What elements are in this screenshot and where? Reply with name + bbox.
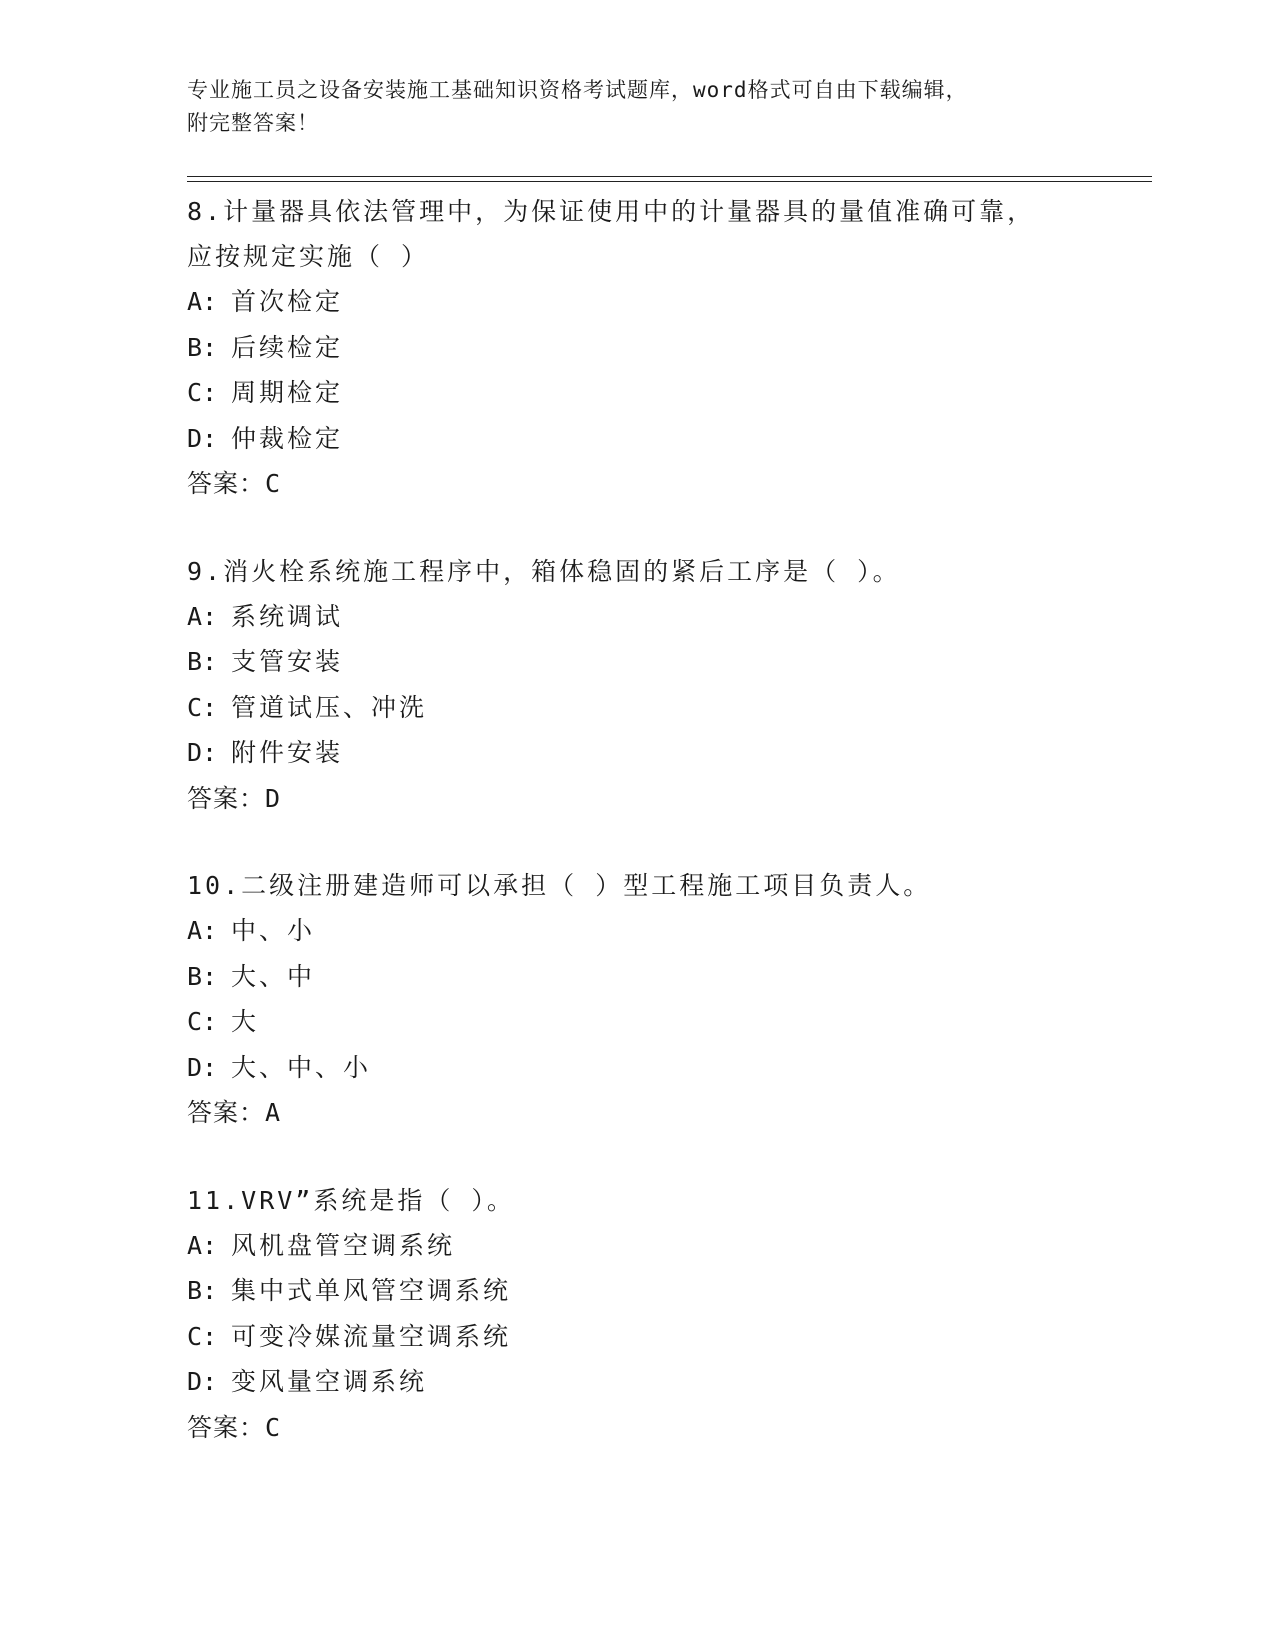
- option-letter: C:: [187, 1007, 218, 1036]
- header-line-2: 附完整答案！: [187, 111, 319, 135]
- option-a: [187, 279, 1147, 325]
- answer-line: [187, 1405, 1147, 1451]
- option-text: 支管安装: [231, 647, 344, 676]
- option-letter: A:: [187, 287, 218, 316]
- option-d: [187, 730, 1147, 776]
- header-divider-top: [187, 176, 1152, 177]
- option-letter: D:: [187, 1367, 218, 1396]
- option-text: 风机盘管空调系统: [231, 1230, 456, 1260]
- option-text: 首次检定: [231, 287, 344, 316]
- question-item: [187, 1178, 1147, 1451]
- option-b: [187, 954, 1147, 1000]
- option-text: 集中式单风管空调系统: [231, 1276, 512, 1305]
- option-letter: C:: [187, 692, 218, 722]
- option-letter: A:: [187, 1230, 218, 1260]
- option-letter: A:: [187, 601, 218, 631]
- question-text-line-1: 11.VRV”系统是指（ ）。: [187, 1185, 515, 1215]
- answer-line: [187, 776, 1147, 822]
- header-divider-bottom: [187, 181, 1152, 182]
- document-header: [187, 74, 1087, 140]
- option-text: 中、小: [231, 916, 316, 945]
- question-text-line-1: 8.计量器具依法管理中，为保证使用中的计量器具的量值准确可靠，: [187, 197, 1036, 226]
- option-letter: B:: [187, 961, 218, 991]
- option-letter: D:: [187, 1052, 218, 1082]
- option-c: [187, 370, 1147, 416]
- option-a: [187, 908, 1147, 954]
- option-letter: D:: [187, 423, 218, 453]
- option-c: [187, 685, 1147, 731]
- option-letter: B:: [187, 647, 218, 676]
- question-text-line-1: 10.二级注册建造师可以承担（ ）型工程施工项目负责人。: [187, 871, 932, 900]
- option-text: 周期检定: [231, 378, 344, 407]
- question-text: [187, 549, 1147, 594]
- question-text-line-2: 应按规定实施（ ）: [187, 242, 430, 271]
- option-a: [187, 1223, 1147, 1269]
- option-letter: C:: [187, 378, 218, 407]
- question-text: [187, 1178, 1147, 1223]
- option-text: 变风量空调系统: [231, 1367, 428, 1396]
- answer-value: C: [265, 469, 282, 498]
- option-text: 大: [231, 1007, 260, 1036]
- option-d: [187, 1045, 1147, 1091]
- option-d: [187, 1359, 1147, 1405]
- question-item: [187, 863, 1147, 1136]
- option-text: 附件安装: [231, 738, 344, 767]
- option-text: 大、中、小: [231, 1052, 372, 1082]
- answer-value: A: [265, 1098, 282, 1127]
- answer-label: 答案：: [187, 1412, 266, 1442]
- option-letter: B:: [187, 1276, 218, 1305]
- option-c: [187, 1314, 1147, 1360]
- option-c: [187, 999, 1147, 1045]
- option-text: 大、中: [231, 961, 316, 991]
- header-line-1: 专业施工员之设备安装施工基础知识资格考试题库，word格式可自由下载编辑，: [187, 78, 968, 102]
- question-text-line-1: 9.消火栓系统施工程序中，箱体稳固的紧后工序是（ ）。: [187, 556, 901, 586]
- option-b: [187, 325, 1147, 371]
- answer-label: 答案：: [187, 1098, 266, 1127]
- option-b: [187, 1268, 1147, 1314]
- question-item: [187, 549, 1147, 822]
- option-text: 仲裁检定: [231, 423, 344, 453]
- answer-line: [187, 1090, 1147, 1136]
- option-a: [187, 594, 1147, 640]
- option-b: [187, 639, 1147, 685]
- answer-value: C: [265, 1412, 282, 1442]
- option-d: [187, 416, 1147, 462]
- option-text: 后续检定: [231, 332, 344, 362]
- option-text: 系统调试: [231, 601, 344, 631]
- answer-label: 答案：: [187, 783, 266, 813]
- answer-label: 答案：: [187, 469, 266, 498]
- question-list: [187, 189, 1147, 1492]
- option-letter: B:: [187, 332, 218, 362]
- question-item: [187, 189, 1147, 507]
- answer-value: D: [265, 783, 282, 813]
- question-text: [187, 189, 1147, 279]
- option-letter: A:: [187, 916, 218, 945]
- option-text: 可变冷媒流量空调系统: [231, 1321, 512, 1351]
- option-text: 管道试压、冲洗: [231, 692, 428, 722]
- option-letter: D:: [187, 738, 218, 767]
- option-letter: C:: [187, 1321, 218, 1351]
- question-text: [187, 863, 1147, 908]
- answer-line: [187, 461, 1147, 507]
